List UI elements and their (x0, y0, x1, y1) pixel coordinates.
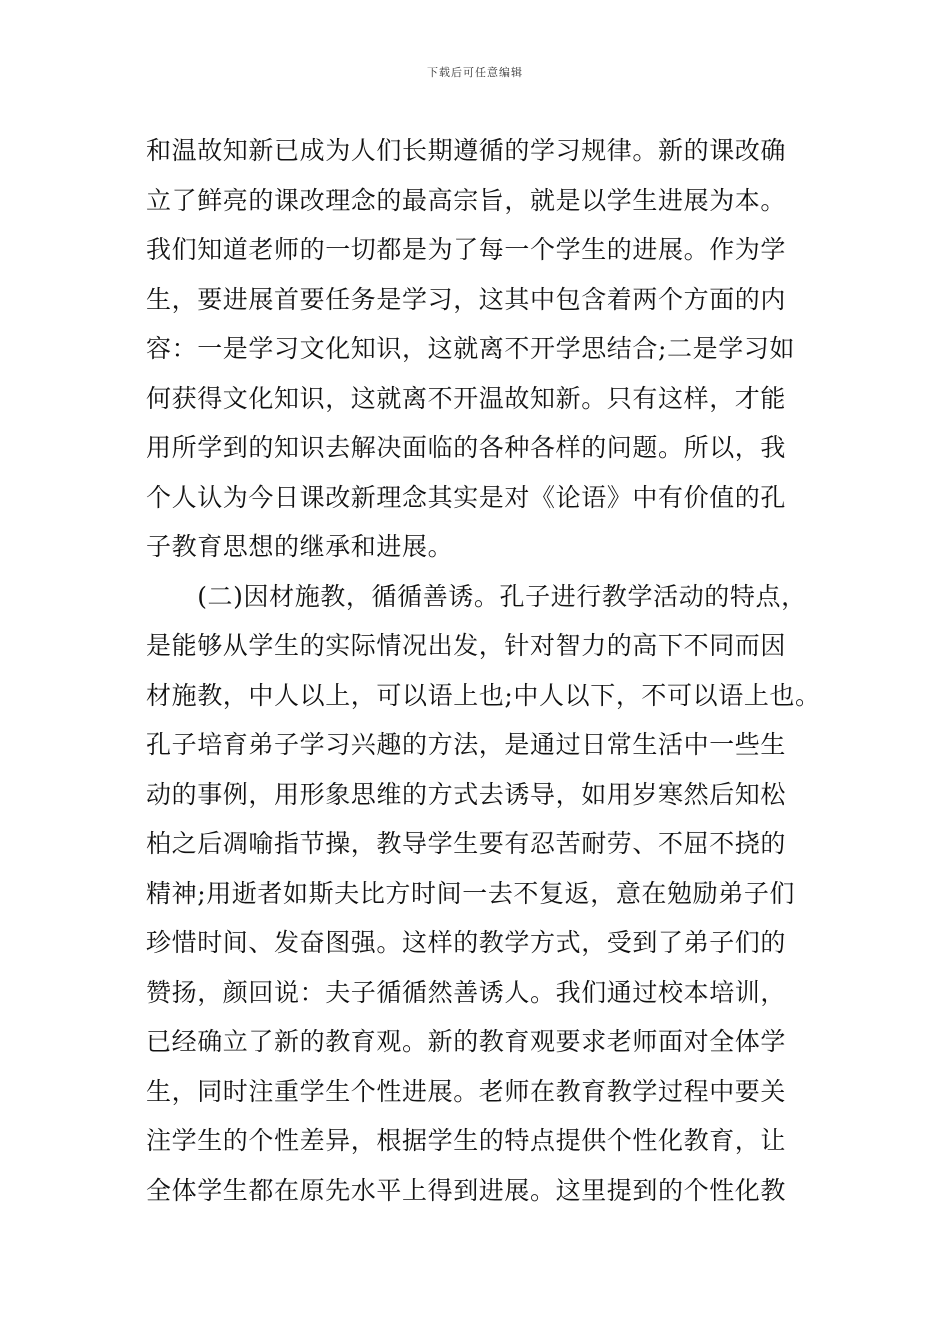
text-line: 赞扬，颜回说：夫子循循然善诱人。我们通过校本培训， (146, 977, 787, 1007)
text-line: 生，要进展首要任务是学习，这其中包含着两个方面的内 (146, 284, 787, 314)
text-line: 何获得文化知识，这就离不开温故知新。只有这样，才能 (146, 383, 787, 413)
text-line: 动的事例，用形象思维的方式去诱导，如用岁寒然后知松 (146, 779, 787, 809)
text-line: 注学生的个性差异，根据学生的特点提供个性化教育，让 (146, 1126, 787, 1155)
text-line: 全体学生都在原先水平上得到进展。这里提到的个性化教 (146, 1175, 787, 1205)
text-line: 我们知道老师的一切都是为了每一个学生的进展。作为学 (146, 235, 787, 264)
text-line: 用所学到的知识去解决面临的各种各样的问题。所以，我 (146, 433, 787, 462)
document-body (146, 126, 826, 1215)
text-line: 子教育思想的继承和进展。 (146, 532, 454, 561)
page-header: 下载后可任意编辑 (427, 66, 523, 79)
text-line: 生，同时注重学生个性进展。老师在教育教学过程中要关 (146, 1076, 787, 1106)
text-line: 容：一是学习文化知识，这就离不开学思结合;二是学习如 (146, 334, 796, 363)
text-line: 个人认为今日课改新理念其实是对《论语》中有价值的孔 (146, 482, 787, 512)
text-line: 是能够从学生的实际情况出发，针对智力的高下不同而因 (146, 631, 787, 660)
text-line: 孔子培育弟子学习兴趣的方法，是通过日常生活中一些生 (146, 730, 787, 759)
text-line: 柏之后凋喻指节操，教导学生要有忍苦耐劳、不屈不挠的 (146, 829, 787, 858)
text-line: 已经确立了新的教育观。新的教育观要求老师面对全体学 (146, 1027, 787, 1056)
text-line: 材施教，中人以上，可以语上也;中人以下，不可以语上也。 (146, 680, 821, 710)
text-line: 精神;用逝者如斯夫比方时间一去不复返，意在勉励弟子们 (146, 878, 796, 908)
text-line: 和温故知新已成为人们长期遵循的学习规律。新的课改确 (146, 136, 787, 165)
text-line: 珍惜时间、发奋图强。这样的教学方式，受到了弟子们的 (146, 928, 787, 957)
text-line: 立了鲜亮的课改理念的最高宗旨，就是以学生进展为本。 (146, 185, 787, 215)
text-line: (二)因材施教，循循善诱。孔子进行教学活动的特点， (146, 581, 807, 611)
